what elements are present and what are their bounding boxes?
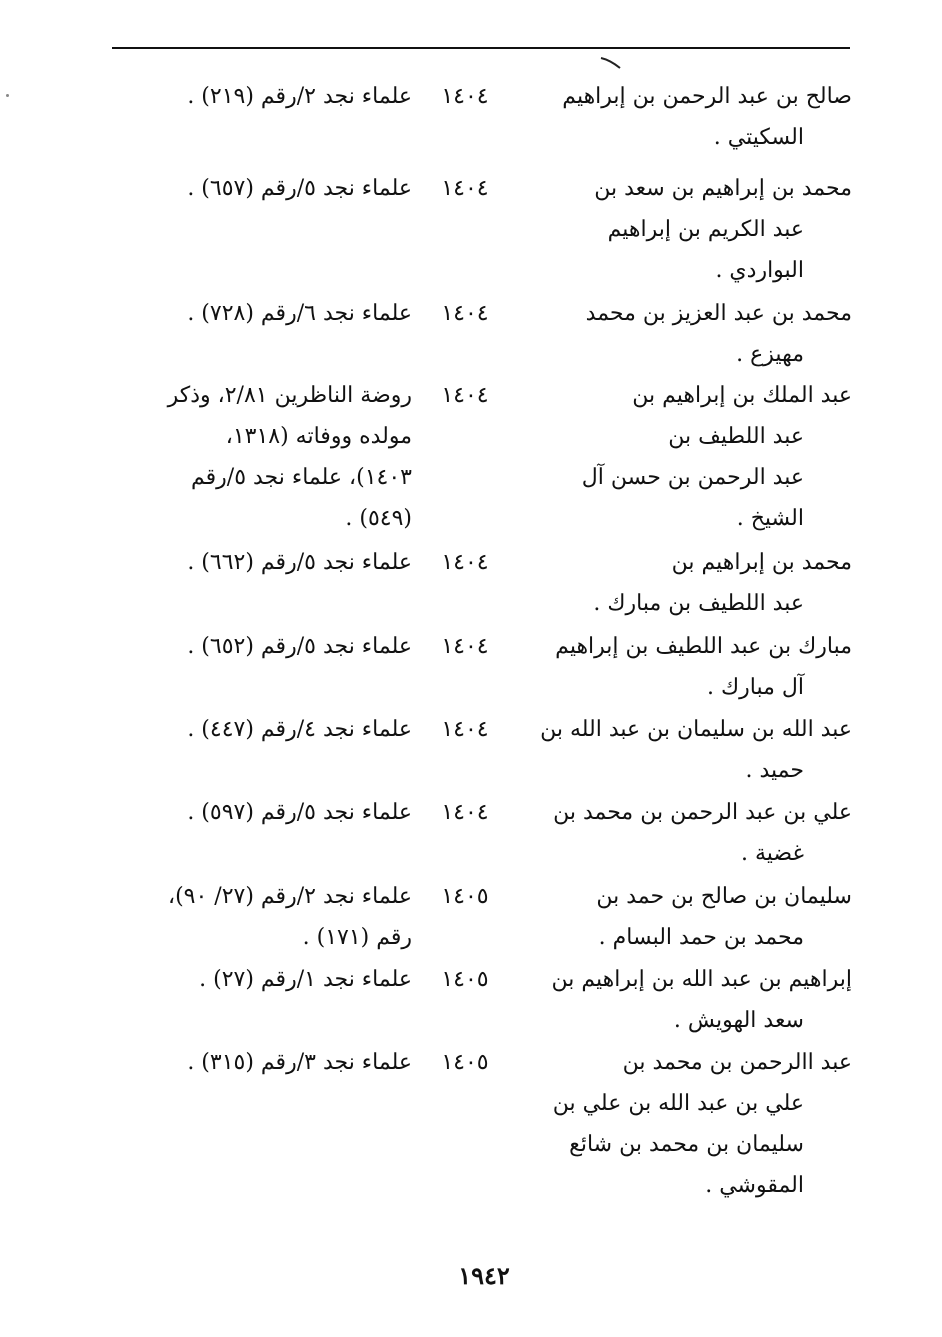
entry-source xyxy=(110,959,412,1000)
entry-source xyxy=(110,76,412,117)
entry-source xyxy=(110,168,412,209)
entry-source xyxy=(110,709,412,750)
entry-source-line: ١٤٠٣)، علماء نجد ٥/رقم xyxy=(190,465,412,490)
entry-source-line: علماء نجد ٢/رقم (٢٧/ ٩٠)، xyxy=(167,884,412,909)
entry-death-year: ١٤٠٤ xyxy=(441,301,489,326)
entry-death-year: ١٤٠٤ xyxy=(441,176,489,201)
entry-death-year: ١٤٠٥ xyxy=(441,967,489,992)
page-number: ١٩٤٢ xyxy=(458,1261,510,1290)
entry-name-line: علي بن عبد الرحمن بن محمد بن xyxy=(553,800,852,825)
entry-name-line: عبد الله بن سليمان بن عبد الله بن xyxy=(540,717,852,742)
entry-source-line: علماء نجد ٢/رقم (٢١٩) . xyxy=(187,84,412,109)
entry-source-line: روضة الناظرين ٢/٨١، وذكر xyxy=(167,383,412,408)
entry-source-line: (٥٤٩) . xyxy=(345,506,412,531)
entry-source-line: علماء نجد ٣/رقم (٣١٥) . xyxy=(187,1050,412,1075)
entry-source xyxy=(110,542,412,583)
entry-death-year: ١٤٠٥ xyxy=(441,884,489,909)
entry-name-line: صالح بن عبد الرحمن بن إبراهيم xyxy=(562,84,852,109)
entry-name-line: البواردي . xyxy=(715,258,804,283)
entry-source xyxy=(110,375,412,539)
pen-tick-mark xyxy=(600,56,622,70)
entry-name-line: سليمان بن صالح بن حمد بن xyxy=(596,884,852,909)
entry-name xyxy=(527,293,852,375)
entry-name-line: مهيزع . xyxy=(736,342,804,367)
entry-source-line: علماء نجد ٥/رقم (٦٥٢) . xyxy=(187,634,412,659)
entry-name-line: عبد اللطيف بن مبارك . xyxy=(593,591,804,616)
entry-name-line: عبد الملك بن إبراهيم بن xyxy=(632,383,852,408)
entry-name-line: عبد االرحمن بن محمد بن xyxy=(622,1050,852,1075)
entry-name-line: سعد الهويش . xyxy=(673,1008,804,1033)
entry-death-year: ١٤٠٤ xyxy=(441,717,489,742)
entry-name-line: إبراهيم بن عبد الله بن إبراهيم بن xyxy=(551,967,852,992)
entry-name xyxy=(527,959,852,1041)
entry-name-line: الشيخ . xyxy=(736,506,804,531)
entry-name xyxy=(527,168,852,291)
entry-name xyxy=(527,542,852,624)
entry-source xyxy=(110,876,412,958)
entry-name xyxy=(527,709,852,791)
entry-source xyxy=(110,792,412,833)
entry-name-line: غضية . xyxy=(740,841,804,866)
entry-name-line: محمد بن حمد البسام . xyxy=(598,925,804,950)
entry-name xyxy=(527,76,852,158)
entry-death-year: ١٤٠٤ xyxy=(441,550,489,575)
entry-name-line: آل مبارك . xyxy=(707,675,804,700)
entry-name-line: عبد اللطيف بن xyxy=(668,424,804,449)
entry-name-line: سليمان بن محمد بن شائع xyxy=(569,1132,804,1157)
entry-name xyxy=(527,1042,852,1206)
entry-name-line: المقوشي . xyxy=(705,1173,804,1198)
entry-death-year: ١٤٠٤ xyxy=(441,383,489,408)
entry-name-line: محمد بن عبد العزيز بن محمد xyxy=(585,301,852,326)
entry-name-line: علي بن عبد الله بن علي بن xyxy=(552,1091,804,1116)
entry-death-year: ١٤٠٥ xyxy=(441,1050,489,1075)
entry-death-year: ١٤٠٤ xyxy=(441,800,489,825)
entry-name-line: السكيتي . xyxy=(713,125,804,150)
entry-source-line: مولده ووفاته (١٣١٨، xyxy=(225,424,412,449)
entry-name-line: عبد الكريم بن إبراهيم xyxy=(607,217,804,242)
entry-death-year: ١٤٠٤ xyxy=(441,634,489,659)
scan-speck xyxy=(6,94,9,97)
entry-name xyxy=(527,876,852,958)
entry-source-line: علماء نجد ١/رقم (٢٧) . xyxy=(199,967,412,992)
entry-source xyxy=(110,293,412,334)
entry-name-line: عبد الرحمن بن حسن آل xyxy=(581,465,804,490)
entry-death-year: ١٤٠٤ xyxy=(441,84,489,109)
entry-source-line: علماء نجد ٥/رقم (٦٦٢) . xyxy=(187,550,412,575)
entry-source-line: علماء نجد ٤/رقم (٤٤٧) . xyxy=(187,717,412,742)
entry-name-line: محمد بن إبراهيم بن xyxy=(671,550,852,575)
entry-source-line: علماء نجد ٥/رقم (٦٥٧) . xyxy=(187,176,412,201)
entry-source xyxy=(110,1042,412,1083)
entry-name-line: مبارك بن عبد اللطيف بن إبراهيم xyxy=(555,634,852,659)
entry-source-line: علماء نجد ٥/رقم (٥٩٧) . xyxy=(187,800,412,825)
entry-source-line: رقم (١٧١) . xyxy=(302,925,412,950)
entry-source xyxy=(110,626,412,667)
entry-name xyxy=(527,375,852,539)
entry-name-line: حميد . xyxy=(745,758,804,783)
entry-name xyxy=(527,626,852,708)
entry-source-line: علماء نجد ٦/رقم (٧٢٨) . xyxy=(187,301,412,326)
top-rule xyxy=(112,47,850,49)
entry-name-line: محمد بن إبراهيم بن سعد بن xyxy=(594,176,852,201)
entry-name xyxy=(527,792,852,874)
